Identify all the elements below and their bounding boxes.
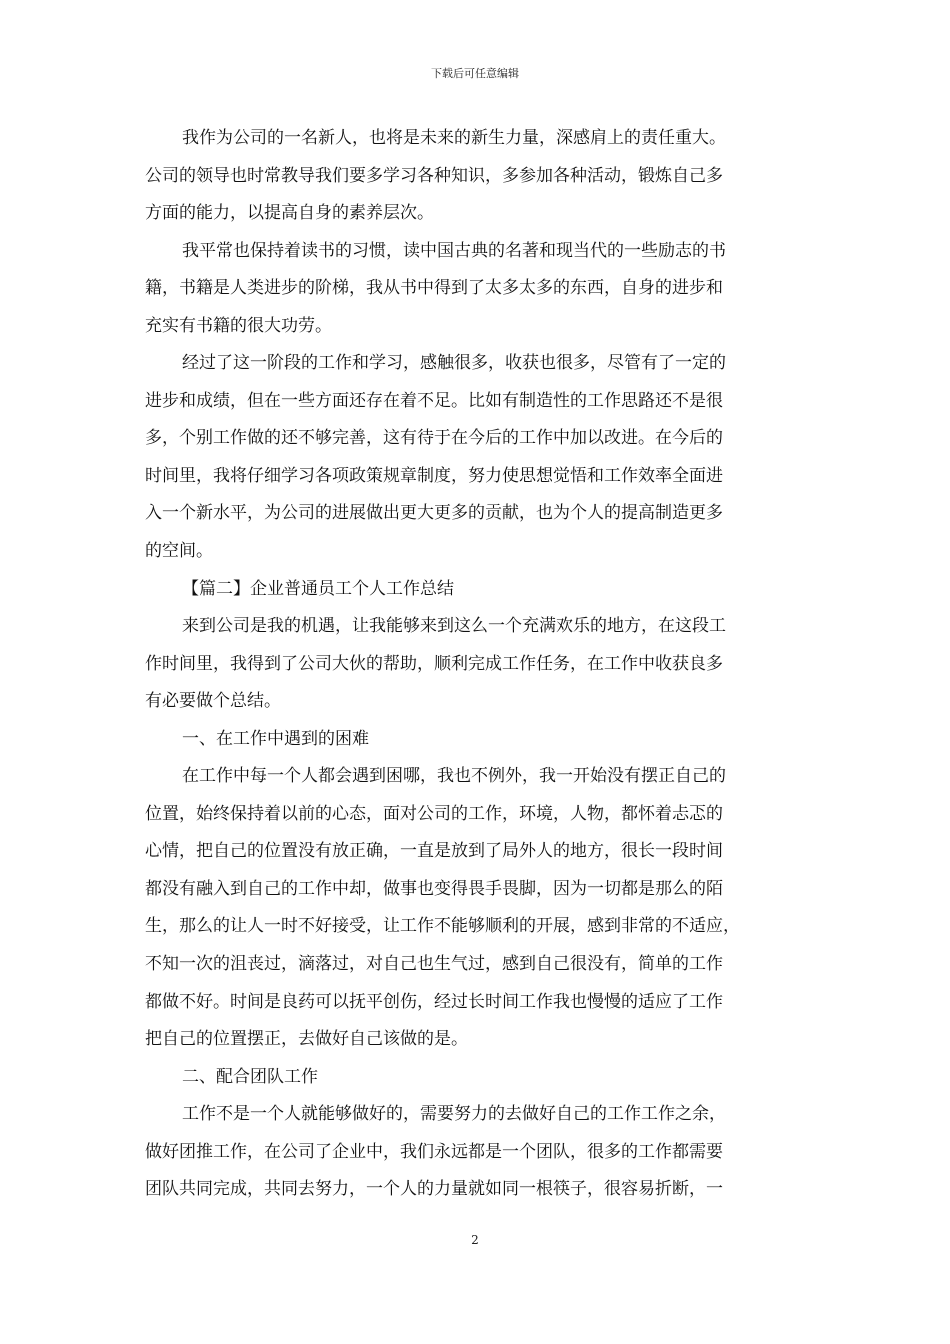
text-line: 做好团推工作，在公司了企业中，我们永远都是一个团队，很多的工作都需要: [145, 1141, 723, 1162]
text-line: 公司的领导也时常教导我们要多学习各种知识，多参加各种活动，锻炼自己多: [145, 165, 723, 186]
text-line: 方面的能力，以提高自身的素养层次。: [145, 203, 434, 224]
text-line: 籍，书籍是人类进步的阶梯，我从书中得到了太多太多的东西，自身的进步和: [145, 278, 723, 299]
document-body: [145, 120, 810, 1209]
text-line: 有必要做个总结。: [145, 691, 281, 712]
text-line: 经过了这一阶段的工作和学习，感触很多，收获也很多，尽管有了一定的: [182, 353, 726, 374]
text-line: 都没有融入到自己的工作中却，做事也变得畏手畏脚，因为一切都是那么的陌: [145, 878, 723, 899]
text-line: 团队共同完成，共同去努力，一个人的力量就如同一根筷子，很容易折断，一: [145, 1179, 723, 1200]
text-line: 都做不好。时间是良药可以抚平创伤，经过长时间工作我也慢慢的适应了工作: [145, 991, 723, 1012]
text-line: 作时间里，我得到了公司大伙的帮助，顺利完成工作任务，在工作中收获良多: [145, 653, 723, 674]
text-line: 进步和成绩，但在一些方面还存在着不足。比如有制造性的工作思路还不是很: [145, 390, 723, 411]
page-header: 下载后可任意编辑: [431, 67, 519, 80]
text-line: 生，那么的让人一时不好接受，让工作不能够顺利的开展，感到非常的不适应，: [145, 916, 740, 937]
text-line: 的空间。: [145, 541, 213, 562]
text-line: 我平常也保持着读书的习惯，读中国古典的名著和现当代的一些励志的书: [182, 240, 726, 261]
page-number: 2: [471, 1233, 479, 1247]
text-line: 位置，始终保持着以前的心态，面对公司的工作，环境，人物，都怀着忐忑的: [145, 803, 723, 824]
text-line: 把自己的位置摆正，去做好自己该做的是。: [145, 1029, 468, 1050]
text-line: 二、配合团队工作: [182, 1066, 318, 1087]
text-line: 来到公司是我的机遇，让我能够来到这么一个充满欢乐的地方，在这段工: [182, 616, 726, 637]
text-line: 在工作中每一个人都会遇到困哪，我也不例外，我一开始没有摆正自己的: [182, 766, 726, 787]
text-line: 我作为公司的一名新人，也将是未来的新生力量，深感肩上的责任重大。: [182, 128, 726, 148]
text-line: 一、在工作中遇到的困难: [182, 728, 369, 749]
text-line: 时间里，我将仔细学习各项政策规章制度，努力使思想觉悟和工作效率全面进: [145, 465, 723, 486]
text-line: 充实有书籍的很大功劳。: [145, 315, 332, 336]
text-line: 心情，把自己的位置没有放正确，一直是放到了局外人的地方，很长一段时间: [145, 841, 723, 862]
text-line: 工作不是一个人就能够做好的，需要努力的去做好自己的工作工作之余，: [182, 1104, 726, 1125]
text-line: 多，个别工作做的还不够完善，这有待于在今后的工作中加以改进。在今后的: [145, 428, 723, 449]
text-line: 【篇二】企业普通员工个人工作总结: [182, 578, 454, 599]
text-line: 不知一次的沮丧过，滴落过，对自己也生气过，感到自己很没有，简单的工作: [145, 954, 723, 975]
text-line: 入一个新水平，为公司的进展做出更大更多的贡献，也为个人的提高制造更多: [145, 503, 723, 524]
